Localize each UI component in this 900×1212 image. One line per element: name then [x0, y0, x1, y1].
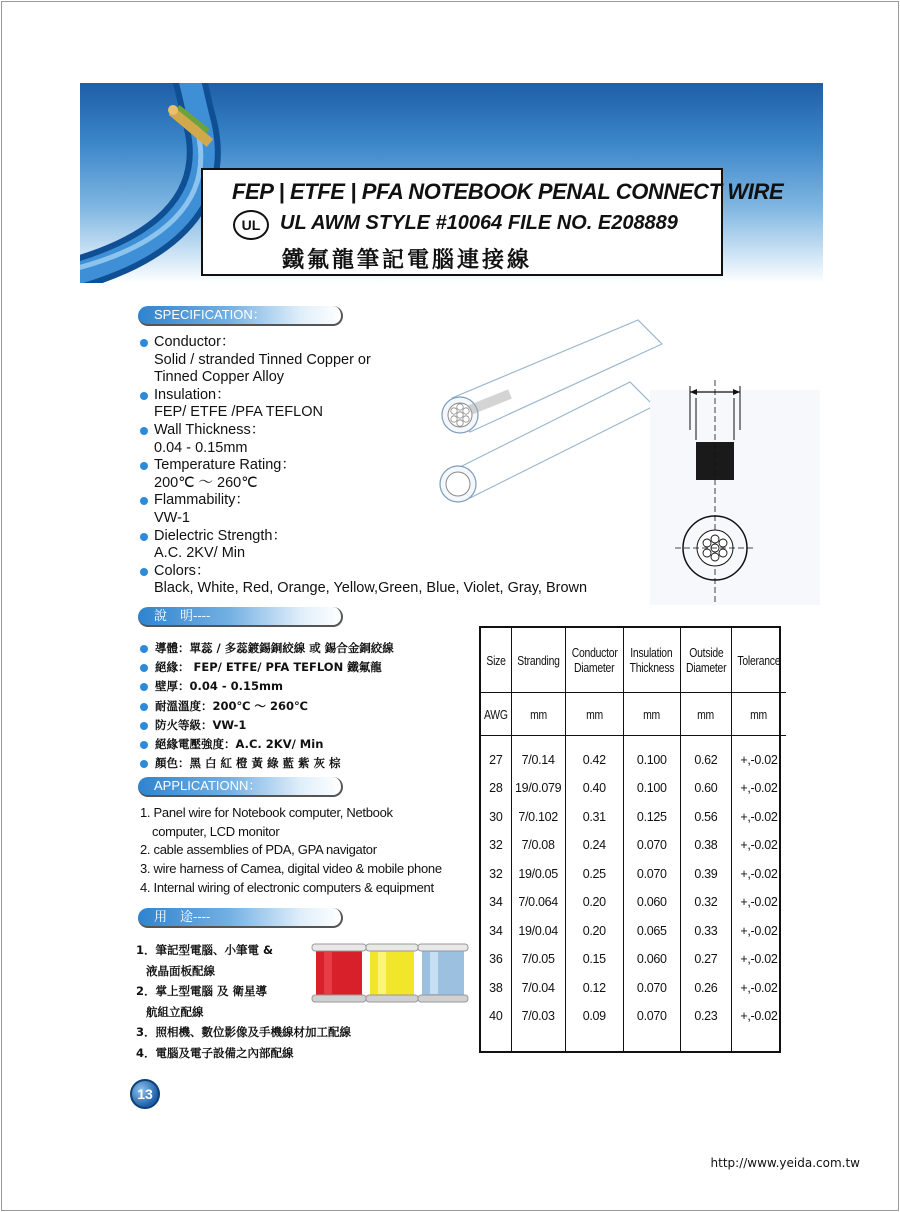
- table-row: [481, 831, 786, 860]
- cell-tolerance: +,-0.02: [732, 888, 786, 917]
- table-row: [481, 803, 786, 832]
- usage-item: 航組立配線: [146, 1004, 204, 1019]
- cell-insulation: 0.060: [623, 945, 680, 974]
- spec-value: 200℃ ～ 260℃: [154, 474, 258, 491]
- spool-red: [312, 944, 366, 1002]
- cell-insulation: 0.060: [623, 888, 680, 917]
- cell-tolerance: +,-0.02: [732, 974, 786, 1003]
- spool-blue: [418, 944, 468, 1002]
- header-tolerance: Tolerance: [732, 628, 786, 693]
- cell-tolerance: +,-0.02: [732, 803, 786, 832]
- table-row: [481, 774, 786, 803]
- cell-size: 38: [489, 980, 503, 995]
- page-number-badge: 13: [130, 1079, 160, 1109]
- cell-size: 40: [489, 1009, 503, 1024]
- table-row: [481, 1002, 786, 1031]
- header-size: Size: [481, 628, 511, 693]
- unit-cell: AWG: [481, 693, 511, 736]
- spool-yellow: [366, 944, 418, 1002]
- cell-conductor: 0.25: [565, 860, 623, 889]
- title-en: FEP | ETFE | PFA NOTEBOOK PENAL CONNECT WIRE: [232, 179, 784, 204]
- cell-tolerance: +,-0.02: [732, 917, 786, 946]
- application-item: 4. Internal wiring of electronic computers & equipment: [140, 879, 434, 895]
- spec-label: Flammability：: [138, 492, 587, 510]
- cell-conductor: 0.31: [565, 803, 623, 832]
- spec-label: Temperature Rating：: [138, 457, 587, 475]
- table-header-row: [481, 628, 786, 693]
- cell-conductor: 0.09: [565, 1002, 623, 1031]
- cross-section-diagram: [650, 380, 820, 605]
- unit-cell: mm: [680, 693, 731, 736]
- cell-insulation: 0.070: [623, 831, 680, 860]
- usage-item: 液晶面板配線: [146, 963, 215, 978]
- cell-insulation: 0.070: [623, 860, 680, 889]
- cell-size: 34: [489, 923, 503, 938]
- cell-outside: 0.39: [680, 860, 731, 889]
- spec-label: Dielectric Strength：: [138, 528, 587, 546]
- cell-size: 34: [489, 895, 503, 910]
- cell-insulation: 0.070: [623, 1002, 680, 1031]
- cell-conductor: 0.15: [565, 945, 623, 974]
- table-row: [481, 860, 786, 889]
- cell-outside: 0.32: [680, 888, 731, 917]
- cell-outside: 0.33: [680, 917, 731, 946]
- spec-value: 0.04 - 0.15mm: [154, 439, 248, 456]
- wire-diagram: [430, 310, 670, 510]
- application-item: 1. Panel wire for Notebook computer, Netbook: [140, 805, 393, 820]
- cell-stranding: 19/0.04: [511, 917, 565, 946]
- section-usage: 用 途----: [138, 908, 343, 928]
- usage-item: 3．照相機、數位影像及手機線材加工配線: [136, 1025, 351, 1040]
- table-row: [481, 945, 786, 974]
- ul-style-line: UL AWM STYLE #10064 FILE NO. E208889: [280, 212, 678, 234]
- spec-zh-item: 導體：單蕊 / 多蕊鍍錫銅絞線 或 錫合金銅絞線: [138, 639, 394, 658]
- cell-insulation: 0.065: [623, 917, 680, 946]
- spec-value: Solid / stranded Tinned Copper or: [154, 351, 371, 368]
- cell-tolerance: +,-0.02: [732, 860, 786, 889]
- spec-zh-item: 壁厚：0.04 - 0.15mm: [138, 677, 394, 696]
- cell-outside: 0.26: [680, 974, 731, 1003]
- cell-outside: 0.27: [680, 945, 731, 974]
- ul-logo-icon: UL: [233, 210, 269, 240]
- spec-zh-item: 顏色：黑 白 紅 橙 黃 綠 藍 紫 灰 棕: [138, 754, 394, 773]
- spec-zh-list: [138, 639, 394, 773]
- cell-tolerance: +,-0.02: [732, 1002, 786, 1031]
- spec-label: Colors：: [138, 563, 587, 581]
- spec-item: [138, 528, 587, 563]
- spec-value: VW-1: [154, 509, 190, 526]
- cell-size: 32: [489, 838, 503, 853]
- section-application: APPLICATIONN：: [138, 777, 343, 797]
- cell-conductor: 0.42: [565, 746, 623, 775]
- application-item: 3. wire harness of Camea, digital video & mobile phone: [140, 861, 442, 877]
- cell-size: 36: [489, 952, 503, 967]
- unit-cell: mm: [623, 693, 680, 736]
- cell-size: 32: [489, 866, 503, 881]
- cell-size: 28: [489, 781, 503, 796]
- spec-table: [479, 626, 781, 1053]
- spec-zh-item: 耐溫溫度：200℃ ～ 260℃: [138, 697, 394, 716]
- header-stranding: Stranding: [511, 628, 565, 693]
- table-row: [481, 917, 786, 946]
- usage-item: 1．筆記型電腦、小筆電 &: [136, 943, 274, 957]
- cell-tolerance: +,-0.02: [732, 746, 786, 775]
- table-row: [481, 974, 786, 1003]
- cell-size: 27: [489, 752, 503, 767]
- spec-label: Conductor：: [138, 334, 587, 352]
- cell-insulation: 0.100: [623, 774, 680, 803]
- cell-stranding: 19/0.079: [511, 774, 565, 803]
- spec-value: Black, White, Red, Orange, Yellow,Green, Blue, Violet, Gray, Brown: [154, 580, 588, 597]
- cell-insulation: 0.125: [623, 803, 680, 832]
- usage-item: 2．掌上型電腦 及 衛星導: [136, 984, 268, 999]
- table-row: [481, 888, 786, 917]
- spec-value: FEP/ ETFE /PFA TEFLON: [154, 404, 323, 421]
- cell-stranding: 7/0.064: [511, 888, 565, 917]
- title-zh: 鐵氟龍筆記電腦連接線: [282, 248, 533, 273]
- unit-cell: mm: [511, 693, 565, 736]
- cell-outside: 0.56: [680, 803, 731, 832]
- cell-stranding: 7/0.08: [511, 831, 565, 860]
- table-row: [481, 746, 786, 775]
- cell-conductor: 0.20: [565, 888, 623, 917]
- footer-url[interactable]: http://www.yeida.com.tw: [710, 1156, 860, 1170]
- spec-item: [138, 563, 587, 598]
- spec-label: Wall Thickness：: [138, 422, 587, 440]
- spec-zh-item: 絕緣： FEP/ ETFE/ PFA TEFLON 鐵氟龍: [138, 658, 394, 677]
- spec-value: Tinned Copper Alloy: [154, 369, 285, 386]
- cell-insulation: 0.100: [623, 746, 680, 775]
- application-item: 2. cable assemblies of PDA, GPA navigator: [140, 842, 377, 858]
- spec-zh-item: 防火等級：VW-1: [138, 716, 394, 735]
- cell-conductor: 0.20: [565, 917, 623, 946]
- cell-outside: 0.38: [680, 831, 731, 860]
- unit-cell: mm: [732, 693, 786, 736]
- cell-stranding: 7/0.05: [511, 945, 565, 974]
- header-outside-diameter: Outside Diameter: [680, 628, 731, 693]
- application-list: [140, 804, 442, 898]
- cell-tolerance: +,-0.02: [732, 945, 786, 974]
- cell-outside: 0.60: [680, 774, 731, 803]
- section-specification: SPECIFICATION：: [138, 306, 343, 326]
- cell-stranding: 7/0.14: [511, 746, 565, 775]
- cell-tolerance: +,-0.02: [732, 831, 786, 860]
- wire-spools-photo: [310, 940, 470, 1010]
- cell-conductor: 0.24: [565, 831, 623, 860]
- cell-insulation: 0.070: [623, 974, 680, 1003]
- cell-tolerance: +,-0.02: [732, 774, 786, 803]
- header-insulation-thickness: Insulation Thickness: [623, 628, 680, 693]
- cell-stranding: 7/0.03: [511, 1002, 565, 1031]
- cell-stranding: 19/0.05: [511, 860, 565, 889]
- cell-conductor: 0.40: [565, 774, 623, 803]
- table-unit-row: [481, 693, 786, 736]
- cell-outside: 0.62: [680, 746, 731, 775]
- cell-stranding: 7/0.102: [511, 803, 565, 832]
- spec-label: Insulation：: [138, 387, 587, 405]
- cell-stranding: 7/0.04: [511, 974, 565, 1003]
- application-item: computer, LCD monitor: [152, 823, 280, 839]
- spec-value: A.C. 2KV/ Min: [154, 545, 246, 562]
- unit-cell: mm: [565, 693, 623, 736]
- spec-zh-item: 絕緣電壓強度：A.C. 2KV/ Min: [138, 735, 394, 754]
- cell-conductor: 0.12: [565, 974, 623, 1003]
- header-conductor-diameter: Conductor Diameter: [565, 628, 623, 693]
- cell-size: 30: [489, 809, 503, 824]
- section-explain: 說 明----: [138, 607, 343, 627]
- usage-item: 4．電腦及電子設備之內部配線: [136, 1045, 294, 1060]
- cell-outside: 0.23: [680, 1002, 731, 1031]
